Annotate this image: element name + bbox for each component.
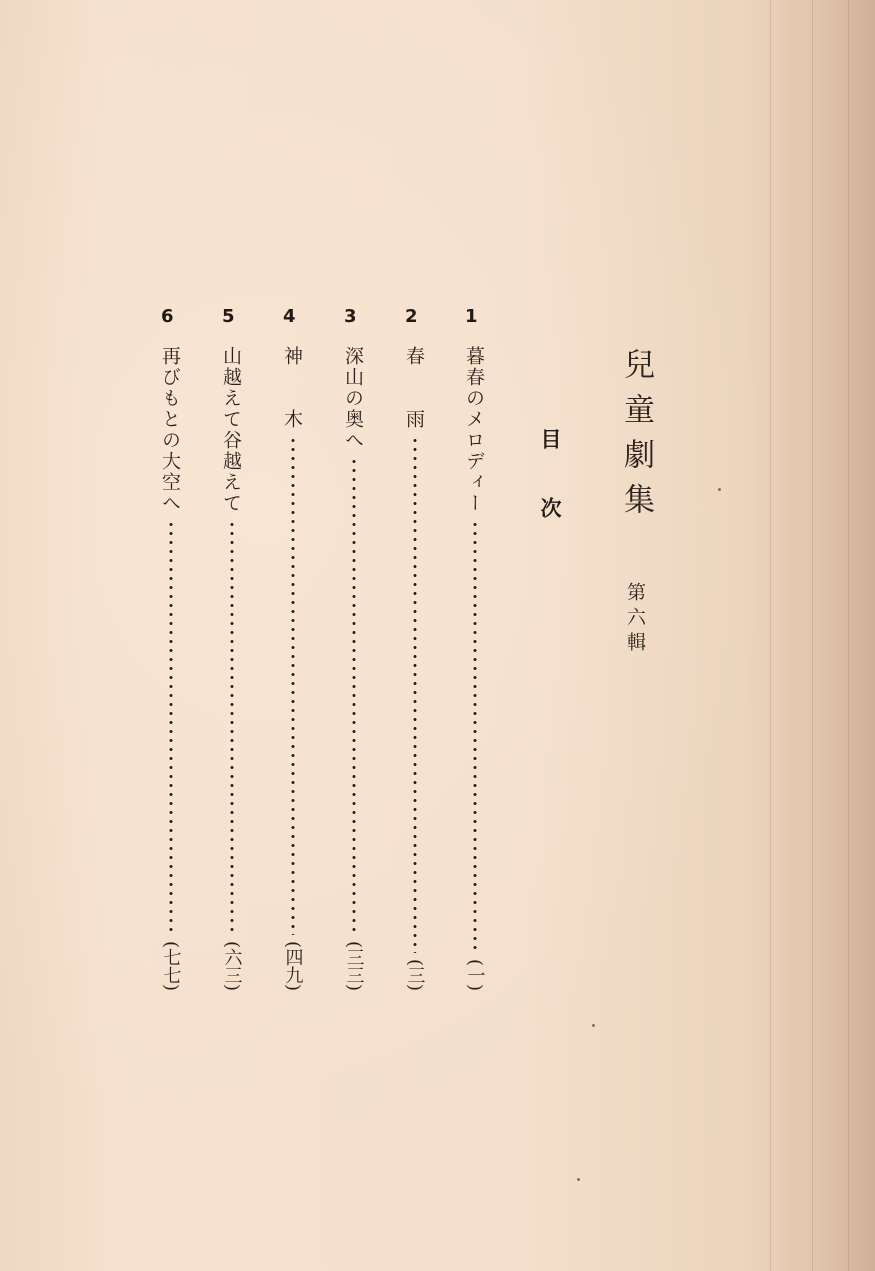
toc-entry-number: 1 [465, 306, 478, 327]
page-edge-line [770, 0, 771, 1271]
toc-entry-page: (四九) [282, 940, 304, 991]
toc-entry-page: (三) [404, 958, 426, 991]
dot-leader [401, 436, 428, 953]
dot-leader [461, 520, 488, 953]
book-title: 兒童劇集 [618, 348, 654, 528]
toc-entry-title: 春 雨 [403, 346, 425, 430]
toc-entry-page: (一) [464, 958, 486, 991]
toc-entry-number: 5 [222, 306, 235, 327]
dot-leader [157, 520, 184, 935]
toc-entry-page: (六三) [221, 940, 243, 991]
toc-entry-title: 深山の奥へ [342, 346, 364, 451]
toc-entry-number: 4 [283, 306, 296, 327]
dot-leader [279, 436, 306, 935]
dot-leader [340, 457, 367, 935]
paper-speck [718, 488, 721, 491]
paper-speck [592, 1024, 595, 1027]
toc-entry-number: 6 [161, 306, 174, 327]
paper-speck [577, 1178, 580, 1181]
dot-leader [218, 520, 245, 935]
toc-entry-number: 2 [405, 306, 418, 327]
toc-entry-title: 再びもとの大空へ [159, 346, 181, 514]
page-edge-line [848, 0, 849, 1271]
toc-entry-title: 山越えて谷越えて [220, 346, 242, 514]
toc-heading: 目次 [538, 428, 563, 566]
toc-entry-title: 神 木 [281, 346, 303, 430]
toc-entry-title: 暮春のメロディー [463, 346, 485, 514]
page-edge-line [812, 0, 813, 1271]
toc-entry-number: 3 [344, 306, 357, 327]
toc-entry-page: (七七) [160, 940, 182, 991]
toc-entry-page: (三三) [343, 940, 365, 991]
volume-number: 第六輯 [624, 582, 646, 657]
